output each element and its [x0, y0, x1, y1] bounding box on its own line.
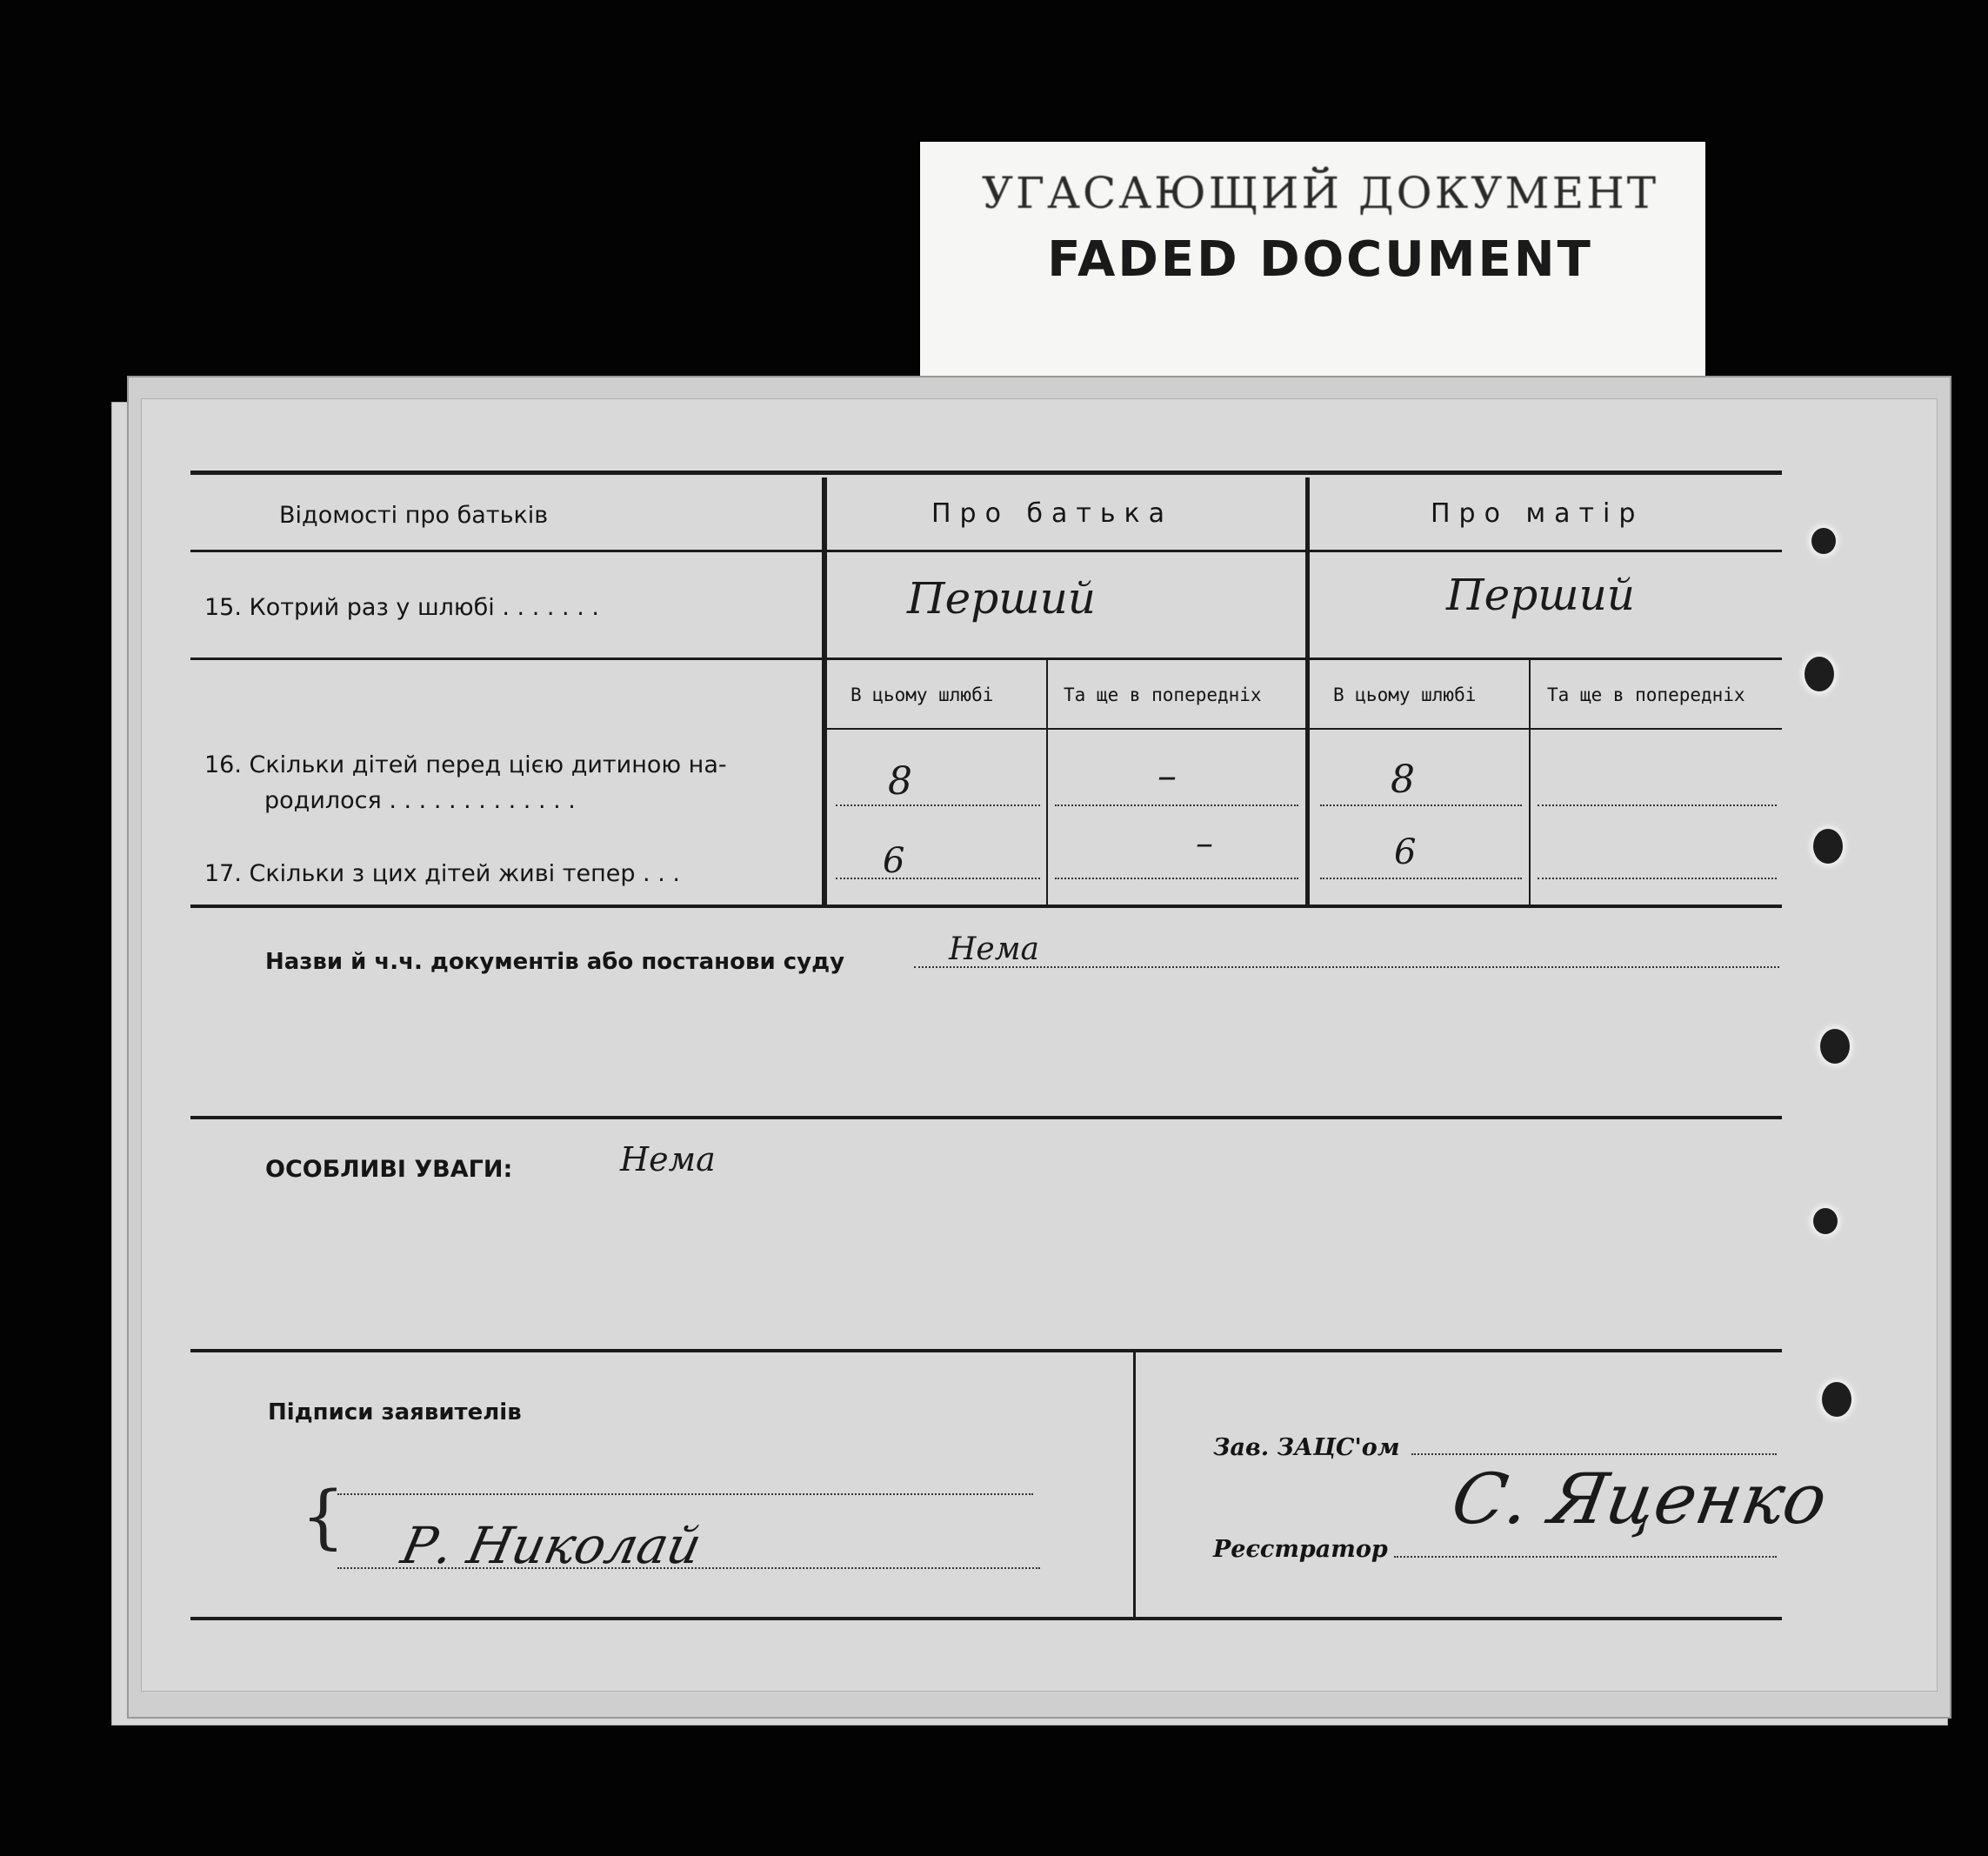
header-parents-info: Відомості про батьків: [279, 502, 549, 529]
signature-bottom-rule: [190, 1617, 1782, 1620]
signature-divider: [1133, 1352, 1136, 1618]
subheader-mother-previous: Та ще в попередніх: [1547, 684, 1745, 705]
applicant-signature-dotline-1: [337, 1493, 1033, 1495]
brace-icon: {: [301, 1476, 345, 1557]
header-about-mother: Про матір: [1431, 498, 1644, 529]
row16-father-prev-value: –: [1157, 754, 1177, 798]
remarks-label: ОСОБЛИВІ УВАГИ:: [265, 1156, 513, 1183]
row16-mother-this-value: 8: [1391, 758, 1415, 802]
signature-top-rule: [190, 1349, 1782, 1352]
row17-label: 17. Скільки з цих дітей живі тепер . . .: [204, 860, 680, 887]
col-divider-father-sub: [1046, 660, 1048, 906]
subheader-father-this-marriage: В цьому шлюбі: [851, 684, 994, 705]
faded-label-english: FADED DOCUMENT: [1047, 231, 1593, 288]
row15-father-value: Перший: [907, 573, 1096, 624]
row17-mother-this-dotline: [1320, 878, 1522, 879]
row17-mother-prev-dotline: [1538, 878, 1777, 879]
faded-document-label: [920, 142, 1705, 377]
table-top-rule: [190, 471, 1782, 475]
row16-mother-this-dotline: [1320, 804, 1522, 806]
binder-hole-icon: [1811, 528, 1836, 554]
col-divider-mother: [1305, 477, 1310, 906]
col-divider-mother-sub: [1529, 660, 1531, 906]
col-divider-father: [822, 477, 827, 906]
row15-rule: [190, 658, 1782, 660]
registrar-label: Реєстратор: [1213, 1536, 1388, 1563]
binder-hole-icon: [1820, 1029, 1850, 1064]
documents-bottom-rule: [190, 1116, 1782, 1119]
row17-mother-this-value: 6: [1394, 832, 1417, 872]
documents-label: Назви й ч.ч. документів або постанови суду: [265, 949, 845, 975]
applicants-signatures-label: Підписи заявителів: [268, 1399, 522, 1425]
remarks-value: Нема: [620, 1140, 716, 1178]
birth-record-sheet: [141, 398, 1938, 1692]
subheader-mother-this-marriage: В цьому шлюбі: [1333, 684, 1477, 705]
registrar-signature: С. Яценко: [1445, 1459, 1833, 1539]
documents-dotline: [914, 966, 1779, 968]
binder-hole-icon: [1813, 829, 1843, 864]
row16-father-this-value: 8: [888, 759, 912, 804]
row15-mother-value: Перший: [1446, 570, 1635, 620]
row16-label-line1: 16. Скільки дітей перед цією дитиною на-: [204, 751, 727, 778]
binder-hole-icon: [1805, 657, 1834, 691]
header-about-father: Про батька: [931, 498, 1174, 529]
subheader-father-previous: Та ще в попередніх: [1064, 684, 1262, 705]
registrar-dotline: [1394, 1556, 1777, 1558]
binder-hole-icon: [1813, 1208, 1838, 1234]
faded-label-russian: УГАСАЮЩИЙ ДОКУМЕНТ: [981, 168, 1659, 218]
row16-mother-prev-dotline: [1538, 804, 1777, 806]
row15-label: 15. Котрий раз у шлюбі . . . . . . .: [204, 594, 599, 621]
row17-father-prev-value: –: [1196, 824, 1213, 864]
subheader-rule: [827, 728, 1782, 730]
zags-head-dotline: [1411, 1453, 1777, 1455]
table-bottom-rule: [190, 905, 1782, 908]
applicant-signature: Р. Николай: [396, 1516, 707, 1575]
row17-father-this-value: 6: [883, 841, 905, 881]
row17-father-this-dotline: [836, 878, 1040, 879]
row16-label-line2: родилося . . . . . . . . . . . . .: [264, 787, 576, 814]
header-rule: [190, 550, 1782, 552]
row16-father-prev-dotline: [1055, 804, 1298, 806]
row16-father-this-dotline: [836, 804, 1040, 806]
documents-value: Нема: [949, 931, 1040, 967]
row17-father-prev-dotline: [1055, 878, 1298, 879]
zags-head-label: Зав. ЗАЦС'ом: [1213, 1434, 1400, 1461]
binder-hole-icon: [1822, 1382, 1851, 1417]
